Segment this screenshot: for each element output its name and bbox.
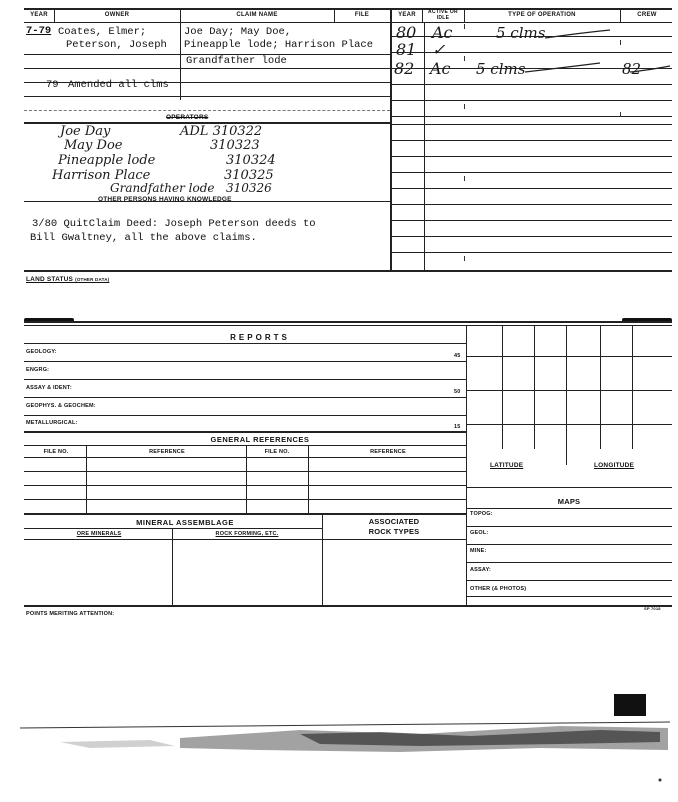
row1-claim: Joe Day; May Doe,	[184, 26, 292, 38]
maps-other: OTHER (& PHOTOS)	[470, 586, 527, 592]
header-owner: OWNER	[104, 12, 130, 18]
ref-reference-header-2: REFERENCE	[370, 449, 406, 455]
header-crew: CREW	[637, 12, 657, 18]
op3-type: 5 clms	[476, 60, 526, 78]
report-metallurgical-label: METALLURGICAL:	[26, 420, 78, 426]
report-geophys-label: GEOPHYS. & GEOCHEM:	[26, 403, 96, 409]
operator5-name: Grandfather lode	[110, 181, 215, 195]
header-active-idle: ACTIVE OR IDLE	[428, 9, 458, 21]
report-metallurgical-num: 15	[454, 424, 461, 430]
row2-owner: Peterson, Joseph	[66, 39, 167, 51]
report-geology-label: GEOLOGY:	[26, 349, 57, 355]
report-assay-label: ASSAY & IDENT:	[26, 385, 72, 391]
operator4-name: Harrison Place	[52, 168, 151, 183]
header-claim-name: CLAIM NAME	[236, 12, 278, 18]
header-year: YEAR	[30, 12, 48, 18]
report-engrg-label: ENGRG:	[26, 367, 50, 373]
operator3-code: 310324	[226, 153, 276, 168]
other-persons-label: OTHER PERSONS HAVING KNOWLEDGE	[98, 196, 232, 203]
report-assay-num: 50	[454, 389, 461, 395]
amended-year: 79	[46, 79, 59, 91]
operator5-code: 310326	[226, 181, 272, 195]
scan-artifact-strip	[0, 690, 678, 790]
operator4-code: 310325	[224, 168, 274, 183]
operator2-name: May Doe	[64, 138, 123, 153]
row3-claim: Grandfather lode	[186, 55, 287, 67]
header-file: FILE	[354, 12, 370, 18]
ref-reference-header: REFERENCE	[149, 449, 185, 455]
general-references-title: GENERAL REFERENCES	[210, 435, 310, 444]
maps-title: MAPS	[557, 497, 581, 506]
op3-status: Ac	[430, 59, 451, 78]
maps-topog: TOPOG:	[470, 511, 493, 517]
maps-mine: MINE:	[470, 548, 487, 554]
operator1-name: Joe Day	[60, 124, 111, 139]
op1-type: 5 clms	[496, 24, 546, 42]
ore-minerals-header: ORE MINERALS	[76, 531, 122, 537]
operator1-code: ADL 310322	[180, 124, 263, 139]
op3-year: 82	[394, 59, 415, 78]
rock-types-label: ROCK TYPES	[368, 527, 420, 536]
row2-claim: Pineapple lode; Harrison Place	[184, 39, 374, 51]
op1-year: 80	[396, 23, 417, 42]
operator3-name: Pineapple lode	[58, 153, 156, 168]
note-line-2: Bill Gwaltney, all the above claims.	[30, 232, 257, 244]
header-type-of-operation: TYPE OF OPERATION	[508, 12, 576, 18]
mineral-assemblage-title: MINERAL ASSEMBLAGE	[136, 518, 234, 527]
points-meriting-label: POINTS MERITING ATTENTION:	[26, 611, 115, 617]
reports-title: REPORTS	[230, 333, 290, 342]
row1-owner: Coates, Elmer;	[58, 26, 147, 38]
land-status-label: LAND STATUS (OTHER DATA)	[26, 276, 110, 283]
rock-forming-header: ROCK FORMING, ETC.	[215, 531, 279, 537]
row1-year: 7-79	[26, 25, 52, 37]
amended-note: Amended all clms	[68, 79, 169, 91]
form-code: SP 7018	[644, 606, 661, 611]
latitude-label: LATITUDE	[490, 462, 524, 469]
maps-geol: GEOL:	[470, 530, 489, 536]
op2-year: 81	[396, 40, 417, 59]
note-line-1: 3/80 QuitClaim Deed: Joseph Peterson deeds to	[32, 218, 316, 230]
operators-heading: OPERATORS	[166, 114, 209, 121]
maps-assay: ASSAY:	[470, 567, 492, 573]
header-op-year: YEAR	[398, 12, 416, 18]
op3-crew: 82	[622, 60, 642, 78]
ref-file-no-header-2: FILE NO.	[264, 449, 290, 455]
op1-status: Ac	[432, 23, 453, 42]
associated-label: ASSOCIATED	[368, 517, 420, 526]
handwritten-strokes	[0, 0, 678, 100]
op2-status: ✓	[432, 40, 446, 59]
operator2-code: 310323	[210, 138, 260, 153]
longitude-label: LONGITUDE	[594, 462, 635, 469]
ref-file-no-header: FILE NO.	[43, 449, 69, 455]
report-geology-num: 45	[454, 353, 461, 359]
